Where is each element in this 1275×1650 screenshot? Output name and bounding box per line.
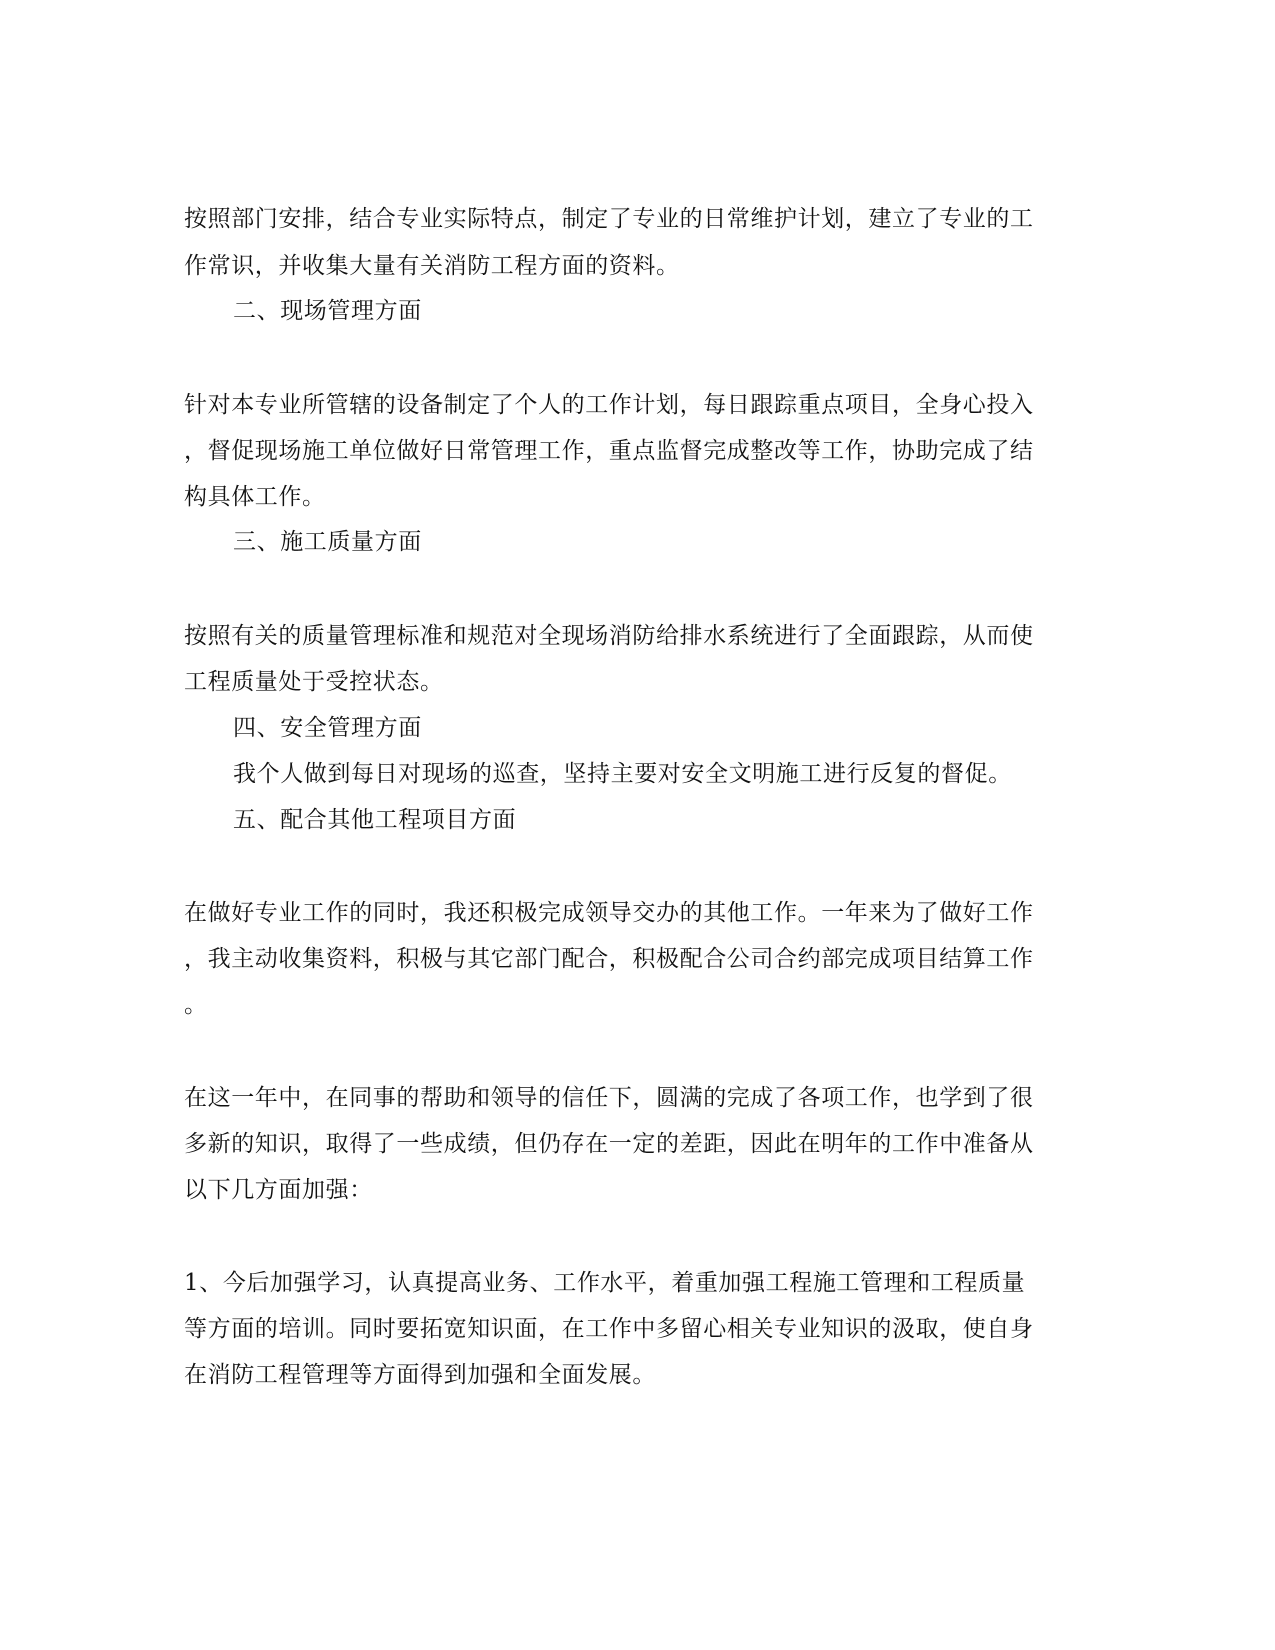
section-heading: 三、施工质量方面 [233, 529, 422, 555]
paragraph-line: ，我主动收集资料，积极与其它部门配合，积极配合公司合约部完成项目结算工作 [184, 946, 1034, 972]
section-heading: 四、安全管理方面 [233, 715, 422, 741]
section-heading: 二、现场管理方面 [233, 298, 422, 324]
paragraph-line: 按照有关的质量管理标准和规范对全现场消防给排水系统进行了全面跟踪，从而使 [184, 623, 1034, 649]
paragraph-line: 工程质量处于受控状态。 [184, 669, 444, 695]
paragraph-line: 。 [184, 992, 208, 1018]
paragraph-line: 多新的知识，取得了一些成绩，但仍存在一定的差距，因此在明年的工作中准备从 [184, 1131, 1034, 1157]
section-heading: 五、配合其他工程项目方面 [233, 807, 517, 833]
paragraph-line: 针对本专业所管辖的设备制定了个人的工作计划，每日跟踪重点项目，全身心投入 [184, 392, 1034, 418]
paragraph-line: 作常识，并收集大量有关消防工程方面的资料。 [184, 253, 680, 279]
paragraph-line: 在这一年中，在同事的帮助和领导的信任下，圆满的完成了各项工作，也学到了很 [184, 1085, 1034, 1111]
paragraph-line: 按照部门安排，结合专业实际特点，制定了专业的日常维护计划，建立了专业的工 [184, 206, 1034, 232]
paragraph-line: ，督促现场施工单位做好日常管理工作，重点监督完成整改等工作，协助完成了结 [184, 438, 1034, 464]
paragraph-line: 以下几方面加强： [184, 1177, 373, 1203]
paragraph-line: 在消防工程管理等方面得到加强和全面发展。 [184, 1362, 656, 1388]
paragraph-line: 在做好专业工作的同时，我还积极完成领导交办的其他工作。一年来为了做好工作 [184, 900, 1034, 926]
paragraph-line: 我个人做到每日对现场的巡查，坚持主要对安全文明施工进行反复的督促。 [233, 761, 1012, 787]
paragraph-line: 等方面的培训。同时要拓宽知识面，在工作中多留心相关专业知识的汲取，使自身 [184, 1316, 1034, 1342]
paragraph-line: 构具体工作。 [184, 484, 326, 510]
list-item-line: 1、今后加强学习，认真提高业务、工作水平，着重加强工程施工管理和工程质量 [184, 1270, 1026, 1296]
